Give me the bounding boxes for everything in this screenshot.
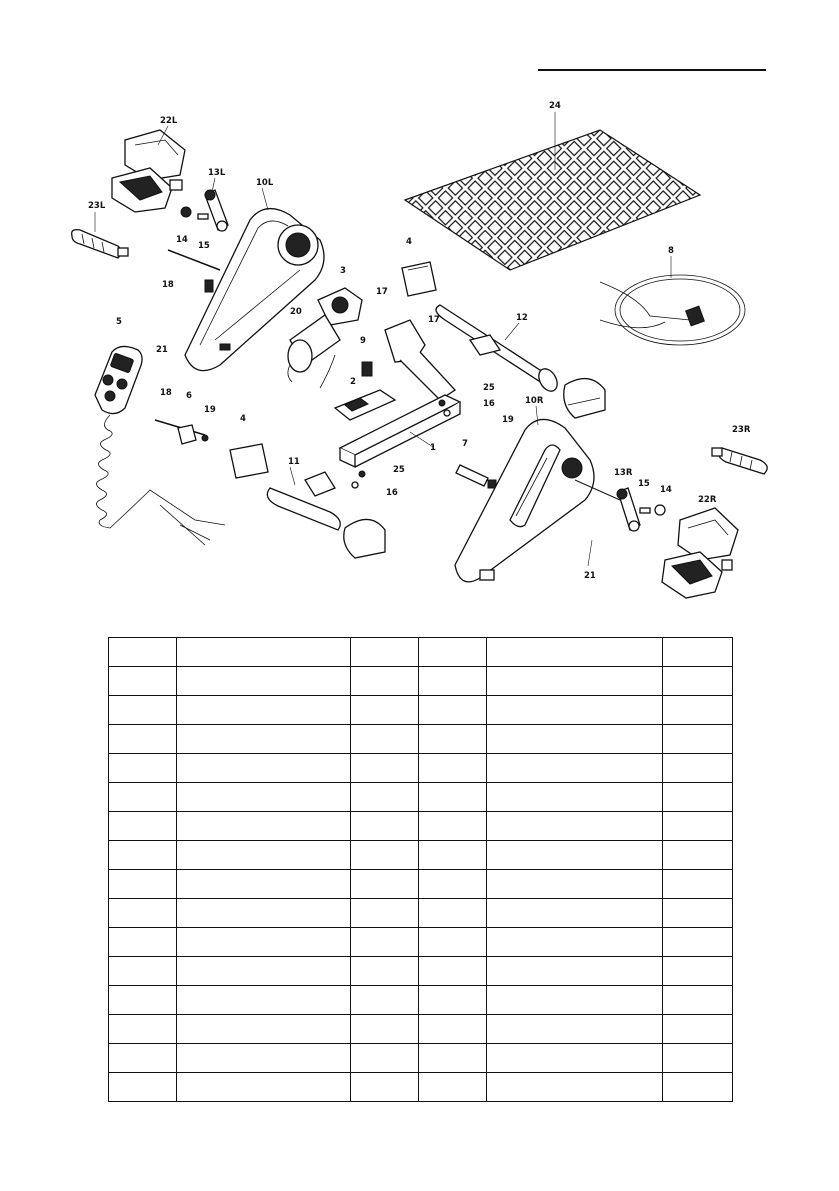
table-cell — [419, 638, 487, 667]
callout-9: 9 — [360, 336, 366, 346]
table-cell — [663, 638, 733, 667]
table-cell — [109, 667, 177, 696]
table-cell — [663, 1073, 733, 1102]
table-cell — [351, 783, 419, 812]
table-row — [109, 1044, 733, 1073]
table-cell — [177, 899, 351, 928]
callout-18-top: 18 — [162, 280, 174, 290]
callout-1: 1 — [430, 443, 436, 453]
table-cell — [351, 928, 419, 957]
table-cell — [177, 928, 351, 957]
table-cell — [663, 957, 733, 986]
table-cell — [351, 986, 419, 1015]
table-cell — [351, 1073, 419, 1102]
front-endcap-parts — [402, 262, 605, 418]
table-cell — [663, 870, 733, 899]
mat-part — [405, 130, 700, 270]
table-cell — [487, 870, 663, 899]
table-cell — [351, 899, 419, 928]
callout-13L: 13L — [208, 168, 226, 178]
table-row — [109, 986, 733, 1015]
table-cell — [419, 812, 487, 841]
callout-13R: 13R — [614, 468, 633, 478]
callout-22L: 22L — [160, 116, 178, 126]
table-cell — [177, 1044, 351, 1073]
table-cell — [177, 725, 351, 754]
callout-20: 20 — [290, 307, 302, 317]
table-cell — [109, 957, 177, 986]
table-cell — [487, 928, 663, 957]
table-cell — [109, 1073, 177, 1102]
table-row — [109, 870, 733, 899]
front-tube-part — [436, 305, 561, 394]
table-cell — [663, 1044, 733, 1073]
table-cell — [487, 1044, 663, 1073]
table-cell — [419, 870, 487, 899]
table-cell — [109, 754, 177, 783]
table-row — [109, 841, 733, 870]
table-cell — [177, 841, 351, 870]
table-cell — [487, 696, 663, 725]
table-cell — [487, 638, 663, 667]
callout-7: 7 — [462, 439, 468, 449]
motor-part — [288, 288, 362, 388]
rear-tube-part — [230, 444, 385, 558]
handheld-controller-part — [95, 346, 225, 545]
table-cell — [487, 899, 663, 928]
table-cell — [419, 667, 487, 696]
table-cell — [663, 812, 733, 841]
callout-5: 5 — [116, 317, 122, 327]
table-cell — [487, 812, 663, 841]
table-cell — [487, 667, 663, 696]
right-housing-part — [455, 419, 594, 581]
table-row — [109, 667, 733, 696]
table-cell — [177, 754, 351, 783]
table-cell — [109, 696, 177, 725]
table-cell — [177, 1015, 351, 1044]
callout-8: 8 — [668, 246, 674, 256]
table-row — [109, 812, 733, 841]
table-cell — [109, 1015, 177, 1044]
table-cell — [177, 638, 351, 667]
control-board-part — [335, 362, 395, 420]
table-cell — [487, 1015, 663, 1044]
table-cell — [177, 696, 351, 725]
table-cell — [663, 1015, 733, 1044]
parts-list-table — [108, 637, 733, 1102]
table-row — [109, 1015, 733, 1044]
table-cell — [487, 754, 663, 783]
right-grip-part — [712, 448, 767, 474]
callout-15-right: 15 — [638, 479, 650, 489]
table-cell — [487, 783, 663, 812]
table-cell — [351, 696, 419, 725]
table-cell — [351, 725, 419, 754]
table-cell — [663, 899, 733, 928]
table-row — [109, 725, 733, 754]
table-cell — [177, 870, 351, 899]
table-cell — [109, 783, 177, 812]
table-cell — [177, 667, 351, 696]
left-crank-part — [181, 190, 228, 231]
table-row — [109, 899, 733, 928]
bracket-part — [385, 320, 455, 400]
callout-12: 12 — [516, 313, 528, 323]
table-cell — [419, 957, 487, 986]
table-cell — [351, 812, 419, 841]
callout-10L: 10L — [256, 178, 274, 188]
table-cell — [177, 986, 351, 1015]
table-cell — [419, 1073, 487, 1102]
callout-16-rear: 16 — [386, 488, 398, 498]
table-cell — [663, 928, 733, 957]
table-row — [109, 957, 733, 986]
table-cell — [663, 667, 733, 696]
table-cell — [351, 957, 419, 986]
callout-17-b: 17 — [428, 315, 440, 325]
table-cell — [109, 812, 177, 841]
callout-22R: 22R — [698, 495, 717, 505]
callout-11: 11 — [288, 457, 300, 467]
table-cell — [419, 725, 487, 754]
callout-19-right: 19 — [502, 415, 514, 425]
right-pedal-part — [662, 508, 738, 598]
table-cell — [351, 638, 419, 667]
table-cell — [109, 986, 177, 1015]
table-cell — [351, 1015, 419, 1044]
table-cell — [351, 1044, 419, 1073]
callout-2: 2 — [350, 377, 356, 387]
table-cell — [109, 638, 177, 667]
table-cell — [177, 957, 351, 986]
callout-25-rear: 25 — [393, 465, 405, 475]
callout-25-front: 25 — [483, 383, 495, 393]
table-cell — [177, 783, 351, 812]
table-cell — [419, 754, 487, 783]
table-cell — [663, 841, 733, 870]
callout-15-left: 15 — [198, 241, 210, 251]
table-row — [109, 754, 733, 783]
table-cell — [419, 986, 487, 1015]
table-cell — [487, 725, 663, 754]
table-cell — [419, 1044, 487, 1073]
callout-21-right: 21 — [584, 571, 596, 581]
left-grip-part — [72, 230, 128, 258]
callout-18-mid: 18 — [160, 388, 172, 398]
table-cell — [663, 783, 733, 812]
table-cell — [487, 957, 663, 986]
table-cell — [109, 1044, 177, 1073]
table-cell — [663, 696, 733, 725]
callout-14-left: 14 — [176, 235, 188, 245]
table-row — [109, 696, 733, 725]
callout-16-front: 16 — [483, 399, 495, 409]
table-cell — [419, 899, 487, 928]
table-cell — [419, 783, 487, 812]
table-row — [109, 783, 733, 812]
parts-table-body — [109, 638, 733, 1102]
callout-3: 3 — [340, 266, 346, 276]
table-cell — [109, 841, 177, 870]
power-cord-part — [600, 275, 745, 345]
table-cell — [109, 725, 177, 754]
table-cell — [663, 986, 733, 1015]
callout-23L: 23L — [88, 201, 106, 211]
left-pedal-part — [112, 130, 185, 212]
table-cell — [487, 841, 663, 870]
callout-23R: 23R — [732, 425, 751, 435]
table-cell — [109, 870, 177, 899]
callout-19-left: 19 — [204, 405, 216, 415]
table-cell — [351, 754, 419, 783]
table-cell — [177, 812, 351, 841]
callout-14-right: 14 — [660, 485, 672, 495]
table-cell — [419, 928, 487, 957]
table-cell — [351, 870, 419, 899]
table-cell — [177, 1073, 351, 1102]
table-row — [109, 1073, 733, 1102]
callout-6: 6 — [186, 391, 192, 401]
callout-4-rear: 4 — [240, 414, 246, 424]
table-cell — [351, 667, 419, 696]
callout-10R: 10R — [525, 396, 544, 406]
rod-part — [168, 250, 220, 270]
table-cell — [487, 1073, 663, 1102]
table-cell — [109, 899, 177, 928]
table-cell — [487, 986, 663, 1015]
table-cell — [419, 841, 487, 870]
table-row — [109, 638, 733, 667]
callout-17-a: 17 — [376, 287, 388, 297]
table-cell — [419, 1015, 487, 1044]
table-cell — [419, 696, 487, 725]
table-cell — [351, 841, 419, 870]
table-cell — [663, 725, 733, 754]
callout-24: 24 — [549, 101, 561, 111]
table-row — [109, 928, 733, 957]
bracket-small-part — [155, 420, 208, 444]
table-cell — [663, 754, 733, 783]
callout-4-front: 4 — [406, 237, 412, 247]
callout-21-left: 21 — [156, 345, 168, 355]
table-cell — [109, 928, 177, 957]
